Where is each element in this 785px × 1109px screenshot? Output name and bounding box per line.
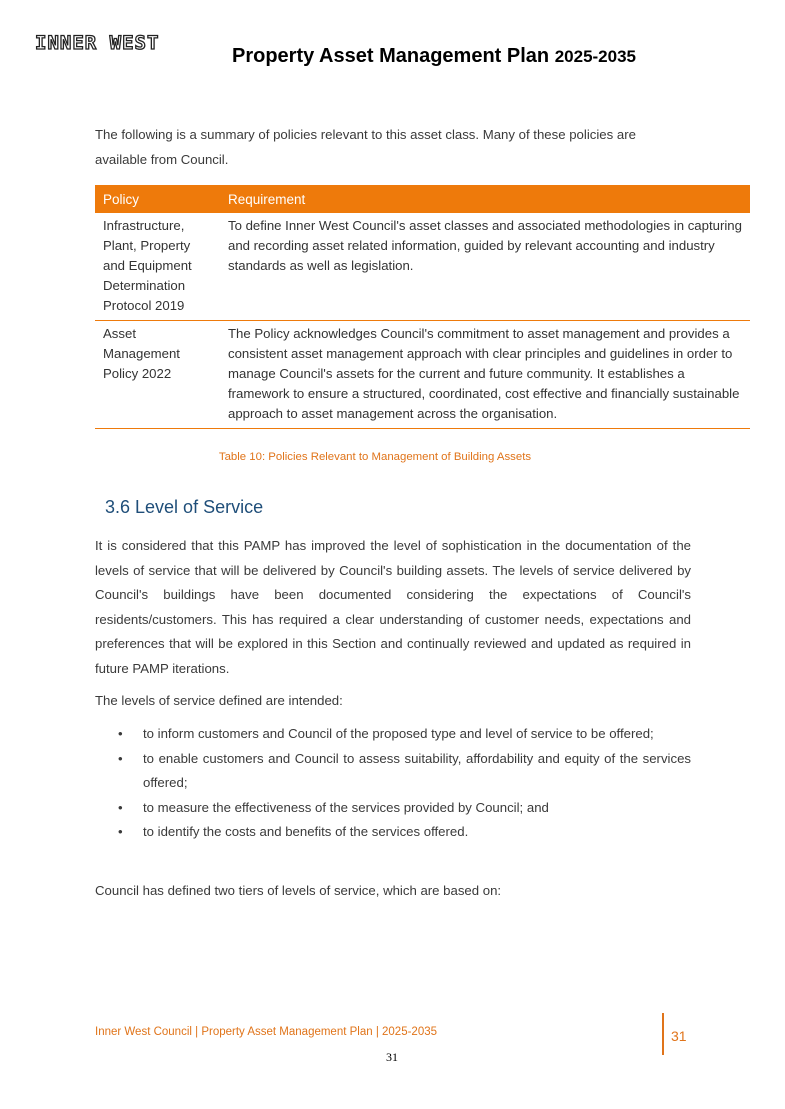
logo-text: INNER WEST: [35, 32, 160, 54]
document-title: Property Asset Management Plan 2025-2035: [232, 45, 637, 67]
requirement-cell: The Policy acknowledges Council's commitment to asset management and provides a consistent asset management approach with clear principles and guidelines in order to manage Council's assets for the current and future community. It establishes a framework to ensure a structured, coordinated, cost effective and financially sustainable approach to asset management across the organisation.: [220, 321, 750, 429]
table-row: [95, 213, 750, 321]
footer-divider: [662, 1013, 664, 1055]
tiers-paragraph: Council has defined two tiers of levels of service, which are based on:: [95, 883, 502, 898]
requirement-cell: To define Inner West Council's asset classes and associated methodologies in capturing and recording asset related information, guided by relevant accounting and industry standards as well as legislation.: [220, 213, 750, 321]
inner-west-logo: [35, 32, 190, 52]
table-caption: Table 10: Policies Relevant to Management of Building Assets: [218, 451, 532, 463]
section-heading: 3.6 Level of Service: [105, 497, 264, 517]
document-title-years: 2025-2035: [554, 47, 637, 66]
footer-text: Inner West Council | Property Asset Management Plan | 2025-2035: [95, 1026, 438, 1038]
table-row: [95, 321, 750, 429]
list-item: • to inform customers and Council of the proposed type and level of service to be offered;: [118, 726, 654, 741]
levels-intended-paragraph: The levels of service defined are intended:: [95, 693, 343, 708]
list-item: • to identify the costs and benefits of the services offered.: [118, 824, 469, 840]
intro-paragraph: The following is a summary of policies relevant to this asset class. Many of these policies are available from Council.: [95, 127, 636, 167]
list-item: • to enable customers and Council to assess suitability, affordability and equity of the services offered;: [118, 750, 691, 791]
policy-table: [95, 185, 750, 429]
page-number: 31: [671, 1028, 687, 1044]
column-header-requirement: Requirement: [220, 185, 750, 213]
column-header-policy: Policy: [95, 185, 220, 213]
level-of-service-paragraph: It is considered that this PAMP has improved the level of sophistication in the documentation of the levels of service that will be delivered by Council's building assets. The levels of service delivered by Council's buildings have been documented considering the expectations of Council's residents/customers. This has required a clear understanding of customer needs, expectations and preferences that will be explored in this Section and continually reviewed and updated as required in future PAMP iterations.: [95, 538, 691, 676]
page-number-plain: 31: [386, 1050, 398, 1064]
table-header-row: [95, 185, 750, 213]
list-item: • to measure the effectiveness of the services provided by Council; and: [118, 799, 549, 815]
policy-cell: Asset Management Policy 2022: [95, 321, 220, 429]
policy-cell: Infrastructure, Plant, Property and Equipment Determination Protocol 2019: [95, 213, 220, 321]
levels-of-service-list: [95, 722, 691, 845]
